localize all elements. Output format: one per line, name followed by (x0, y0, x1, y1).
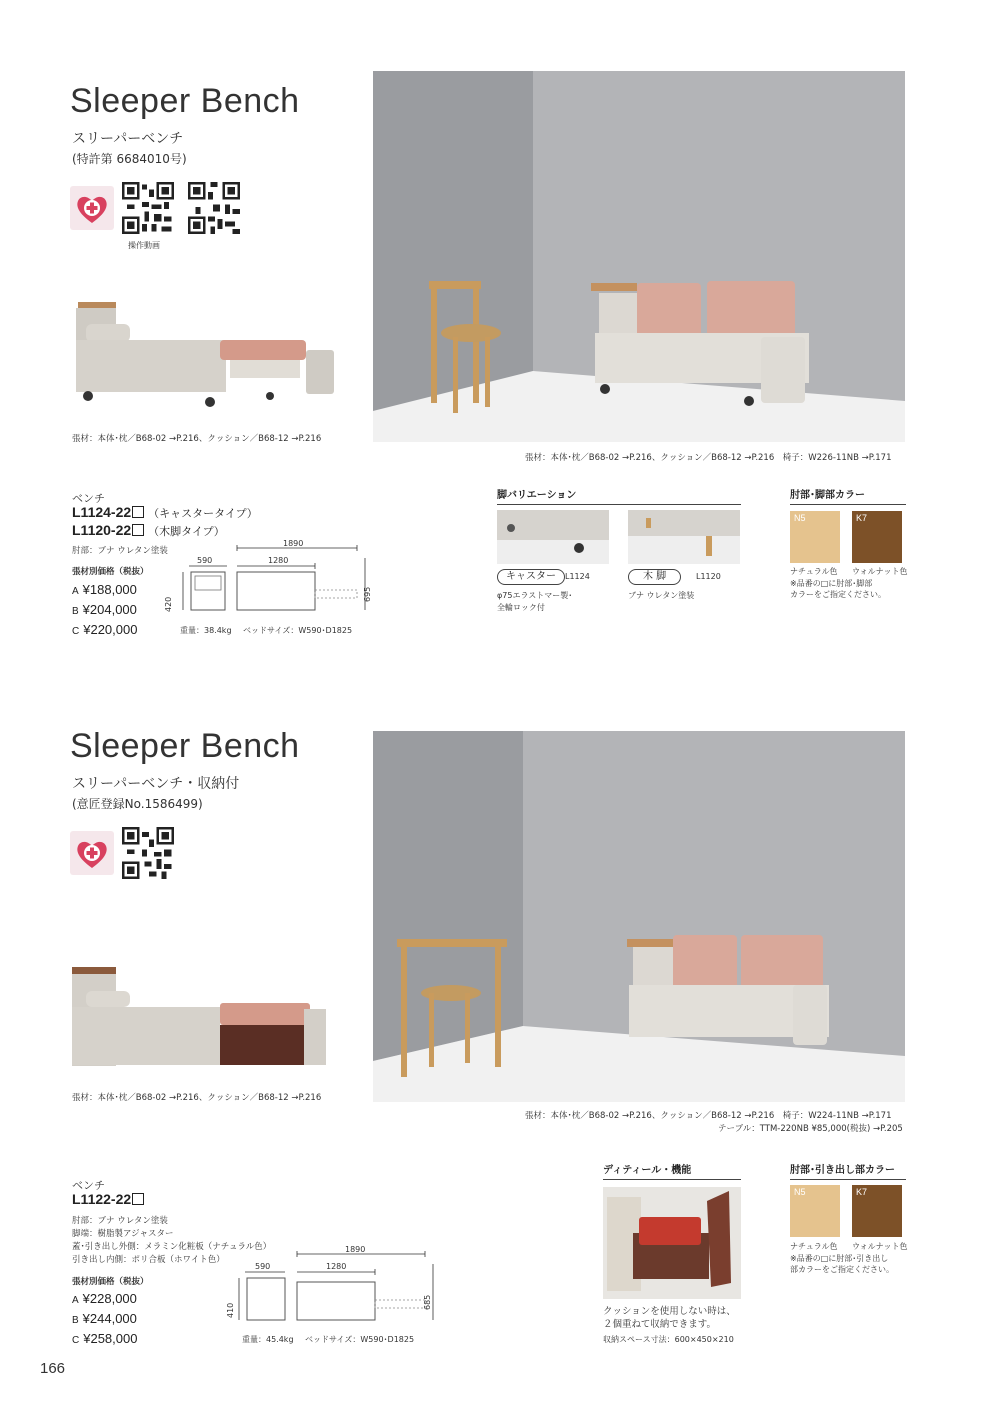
sec2-photo-caption-2: テーブル：TTM-220NB ¥85,000(税抜) →P.205 (718, 1124, 903, 1134)
price-row: A ¥228,000 (72, 1291, 137, 1306)
dim-bed: 1280 (326, 1262, 347, 1271)
sec1-title: Sleeper Bench (70, 82, 300, 120)
dim-total: 1890 (345, 1245, 366, 1254)
price-row: B ¥244,000 (72, 1311, 137, 1326)
sec2-price-heading: 張材別価格（税抜） (72, 1277, 149, 1287)
price-row: A ¥188,000 (72, 582, 137, 597)
dim-height: 410 (226, 1302, 235, 1318)
price-row: C ¥258,000 (72, 1331, 138, 1346)
color-box (132, 524, 144, 536)
spec-line: 蓋･引き出し外側：メラミン化粧板（ナチュラル色） (72, 1242, 272, 1252)
model-code: L1124-22 (72, 504, 132, 520)
caster-desc-1: φ75エラストマー製･ (497, 591, 573, 600)
detail-text-2: ２個重ねて収納できます。 (603, 1319, 717, 1330)
spec-line: 肘部：ブナ ウレタン塗装 (72, 1216, 168, 1226)
spec-line: 引き出し内側：ポリ合板（ホワイト色） (72, 1255, 225, 1265)
color-box (132, 506, 144, 518)
sec1-model-1 (72, 504, 258, 521)
sec1-color-note-2: カラーをご指定ください。 (790, 590, 886, 599)
storage-detail-image (603, 1187, 741, 1299)
sec1-model-2 (72, 522, 225, 539)
sec2-bed-size: ベッドサイズ：W590･D1825 (305, 1335, 415, 1344)
color-box (132, 1193, 144, 1205)
sec2-side-caption: 張材：本体･枕／B68-02 →P.216、クッション／B68-12 →P.216 (72, 1093, 322, 1103)
caster-badge: キャスター (497, 569, 565, 585)
model-code: L1122-22 (72, 1191, 132, 1207)
caster-code: L1124 (565, 572, 590, 581)
sec1-side-caption: 張材：本体･枕／B68-02 →P.216、クッション／B68-12 →P.216 (72, 434, 322, 444)
sec1-photo-caption: 張材：本体･枕／B68-02 →P.216、クッション／B68-12 →P.216 椅子：W226-11NB →P.171 (525, 453, 892, 463)
qr-code-icon[interactable] (122, 827, 174, 879)
sec2-category: ベンチ (72, 1179, 105, 1192)
sec1-subtitle: スリーパーベンチ (72, 131, 184, 147)
spec-line: 脚端：樹脂製アジャスター (72, 1229, 174, 1239)
price-row: B ¥204,000 (72, 602, 137, 617)
sec2-dimension-drawing (225, 1244, 445, 1334)
dim-bed-height: 685 (423, 1294, 432, 1310)
detail-heading: ディティール・機能 (603, 1161, 741, 1180)
price-row: C ¥220,000 (72, 622, 138, 637)
sec1-dimension-drawing (165, 538, 385, 628)
sec1-category: ベンチ (72, 492, 105, 505)
dim-width: 590 (255, 1262, 271, 1271)
sec2-room-photo (373, 731, 905, 1102)
sec1-room-photo (373, 71, 905, 442)
qr-code-video-icon[interactable] (122, 182, 174, 234)
caster-leg-image (497, 510, 609, 564)
swatch-walnut-name: ウォルナット色 (852, 1242, 908, 1251)
swatch-natural-name: ナチュラル色 (790, 567, 838, 576)
sec1-price-list (72, 581, 137, 641)
leg-variation-heading: 脚バリエーション (497, 486, 741, 505)
dim-total: 1890 (283, 539, 304, 548)
dim-bed-height: 695 (363, 586, 372, 602)
swatch-walnut: K7 (852, 1185, 902, 1237)
sec1-color-note-1: ※品番の□に肘部･脚部 (790, 579, 873, 588)
sec2-color-note-1: ※品番の□に肘部･引き出し (790, 1254, 889, 1263)
bench-storage-side-image (70, 965, 340, 1075)
page-number: 166 (40, 1360, 66, 1377)
wood-leg-code: L1120 (696, 572, 721, 581)
qr-caption: 操作動画 (128, 241, 160, 250)
swatch-natural-name: ナチュラル色 (790, 1242, 838, 1251)
qr-code-icon[interactable] (188, 182, 240, 234)
sec2-weight: 重量：45.4kg (242, 1335, 294, 1344)
swatch-natural: N5 (790, 511, 840, 563)
sec2-model (72, 1191, 144, 1207)
sec1-weight: 重量：38.4kg (180, 626, 232, 635)
swatch-walnut-name: ウォルナット色 (852, 567, 908, 576)
sec1-price-heading: 張材別価格（税抜） (72, 567, 149, 577)
sec2-subtitle: スリーパーベンチ・収納付 (72, 776, 240, 792)
sec2-patent: (意匠登録No.1586499) (72, 797, 203, 811)
wood-leg-image (628, 510, 740, 564)
detail-text-3: 収納スペース寸法：600×450×210 (603, 1335, 734, 1344)
heart-care-icon (70, 831, 114, 875)
dim-bed: 1280 (268, 556, 289, 565)
dim-height: 420 (164, 596, 173, 612)
dim-width: 590 (197, 556, 213, 565)
model-type: （木脚タイプ） (148, 525, 225, 538)
caster-desc-2: 全輪ロック付 (497, 603, 545, 612)
bench-side-image (70, 300, 340, 415)
swatch-walnut: K7 (852, 511, 902, 563)
sec1-spec: 肘部：ブナ ウレタン塗装 (72, 546, 168, 556)
wood-leg-desc: ブナ ウレタン塗装 (628, 591, 695, 600)
sec2-photo-caption-1: 張材：本体･枕／B68-02 →P.216、クッション／B68-12 →P.216 椅子：W224-11NB →P.171 (525, 1111, 892, 1121)
sec1-patent: (特許第 6684010号) (72, 152, 187, 166)
sec1-color-heading: 肘部･脚部カラー (790, 486, 906, 505)
sec1-bed-size: ベッドサイズ：W590･D1825 (243, 626, 353, 635)
sec2-price-list (72, 1290, 137, 1350)
sec2-title: Sleeper Bench (70, 727, 300, 765)
swatch-natural: N5 (790, 1185, 840, 1237)
heart-care-icon (70, 186, 114, 230)
model-type: （キャスタータイプ） (148, 507, 258, 520)
wood-leg-badge: 木 脚 (628, 569, 681, 585)
sec2-color-heading: 肘部･引き出し部カラー (790, 1161, 906, 1180)
model-code: L1120-22 (72, 522, 132, 538)
detail-text-1: クッションを使用しない時は、 (603, 1306, 736, 1317)
sec2-color-note-2: 部カラーをご指定ください。 (790, 1265, 894, 1274)
